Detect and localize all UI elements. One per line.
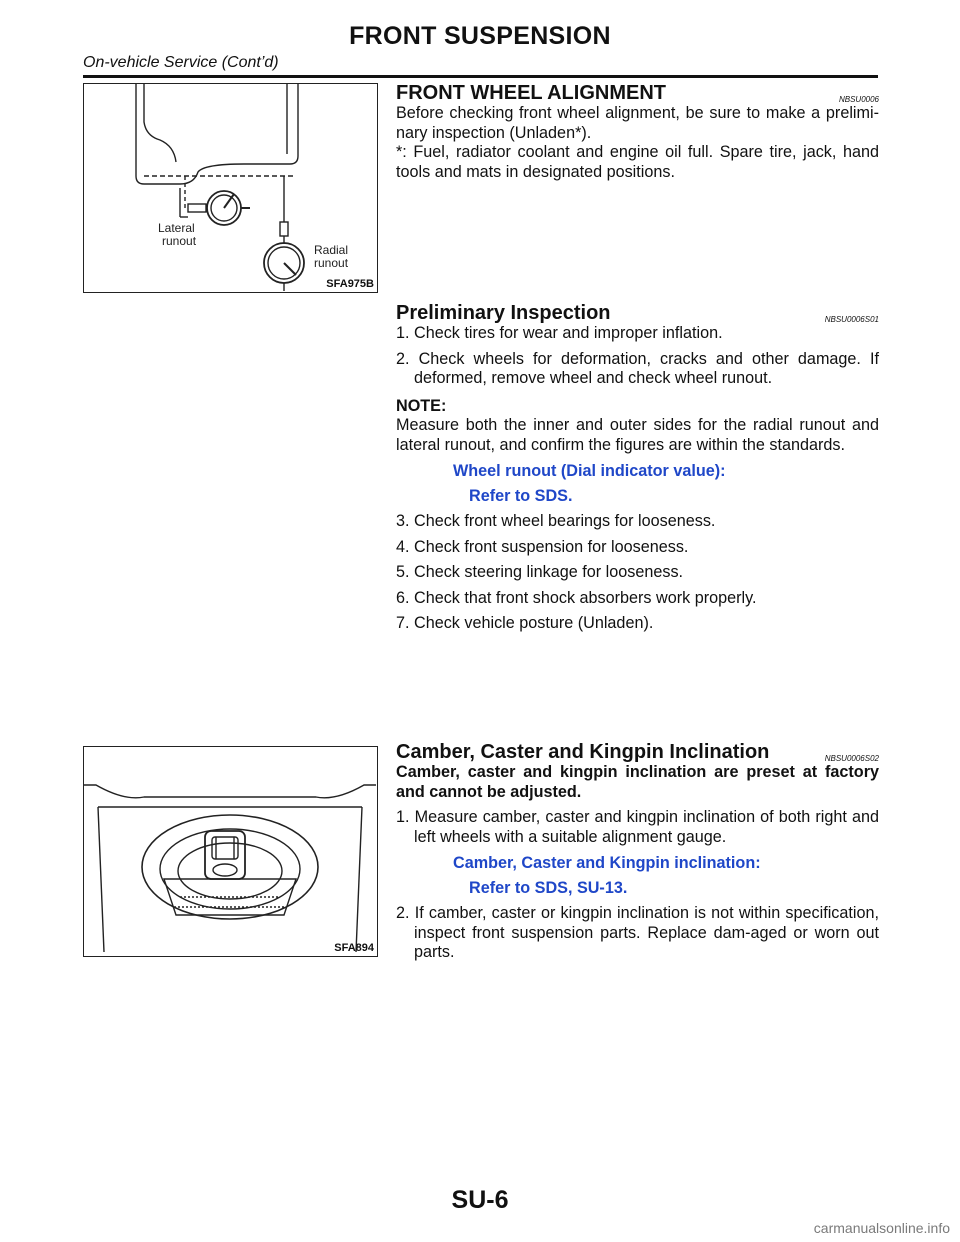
- radial-runout-label-line2: runout: [314, 256, 349, 270]
- footnote-paragraph: *: Fuel, radiator coolant and engine oil full. Spare tire, jack, hand tools and mats in designated positions.: [396, 143, 879, 181]
- header-rule: [83, 75, 878, 78]
- heading-text: FRONT WHEEL ALIGNMENT: [396, 82, 666, 104]
- section-code: NBSU0006S02: [824, 754, 879, 763]
- list-item: 1. Check tires for wear and improper inflation.: [396, 324, 723, 342]
- intro-paragraph: Before checking front wheel alignment, be sure to make a prelimi-nary inspection (Unladen*).: [396, 104, 879, 142]
- radial-runout-label-line1: Radial: [314, 243, 349, 257]
- note-label: NOTE:: [396, 396, 447, 415]
- spec-value: Refer to SDS.: [469, 486, 573, 505]
- watermark: carmanualsonline.info: [813, 1220, 950, 1236]
- list-item: 4. Check front suspension for looseness.: [396, 537, 689, 556]
- lateral-runout-label-line2: runout: [162, 234, 197, 248]
- figure-code: SFA975B: [326, 278, 374, 290]
- figure-code: SFA894: [334, 942, 374, 954]
- runout-diagram: [84, 84, 377, 292]
- intro-paragraph: Camber, caster and kingpin inclination are preset at factory and cannot be adjusted.: [396, 763, 879, 801]
- section-front-wheel-alignment: [396, 82, 879, 182]
- figure-wheel-runout: [83, 83, 378, 293]
- section-heading: [396, 82, 879, 104]
- section-code: NBSU0006S01: [824, 315, 879, 324]
- list-item: 7. Check vehicle posture (Unladen).: [396, 614, 654, 632]
- page-number: SU-6: [451, 1186, 509, 1214]
- list-item: 5. Check steering linkage for looseness.: [396, 563, 684, 581]
- list-item: 2. Check wheels for deformation, cracks and other damage. If deformed, remove wheel and check wheel runout.: [396, 349, 879, 387]
- lateral-runout-label-line1: Lateral: [158, 221, 195, 235]
- figure-alignment-gauge: [83, 746, 378, 957]
- note-text: Measure both the inner and outer sides for the radial runout and lateral runout, and confirm the figures are within the standards.: [396, 416, 879, 454]
- list-item: 6. Check that front shock absorbers work properly.: [396, 588, 757, 607]
- section-heading: [396, 302, 879, 324]
- list-item: 1. Measure camber, caster and kingpin inclination of both right and left wheels with a suitable alignment gauge.: [396, 808, 879, 846]
- section-preliminary-inspection: [396, 302, 879, 634]
- section-code: NBSU0006: [838, 95, 879, 104]
- heading-text: Camber, Caster and Kingpin Inclination: [396, 741, 770, 763]
- heading-text: Preliminary Inspection: [396, 302, 611, 324]
- page-title: FRONT SUSPENSION: [349, 22, 611, 50]
- spec-label: Wheel runout (Dial indicator value):: [453, 462, 726, 480]
- section-camber-caster-kingpin: [396, 741, 879, 963]
- alignment-gauge-diagram: [84, 747, 377, 956]
- section-heading: [396, 741, 879, 763]
- page-subtitle: On-vehicle Service (Cont’d): [83, 54, 279, 71]
- list-item: 3. Check front wheel bearings for looseness.: [396, 512, 716, 530]
- list-item: 2. If camber, caster or kingpin inclination is not within specification, inspect front suspension parts. Replace dam-aged or worn out parts.: [396, 904, 879, 961]
- spec-label: Camber, Caster and Kingpin inclination:: [453, 854, 761, 872]
- spec-value: Refer to SDS, SU-13.: [469, 878, 628, 897]
